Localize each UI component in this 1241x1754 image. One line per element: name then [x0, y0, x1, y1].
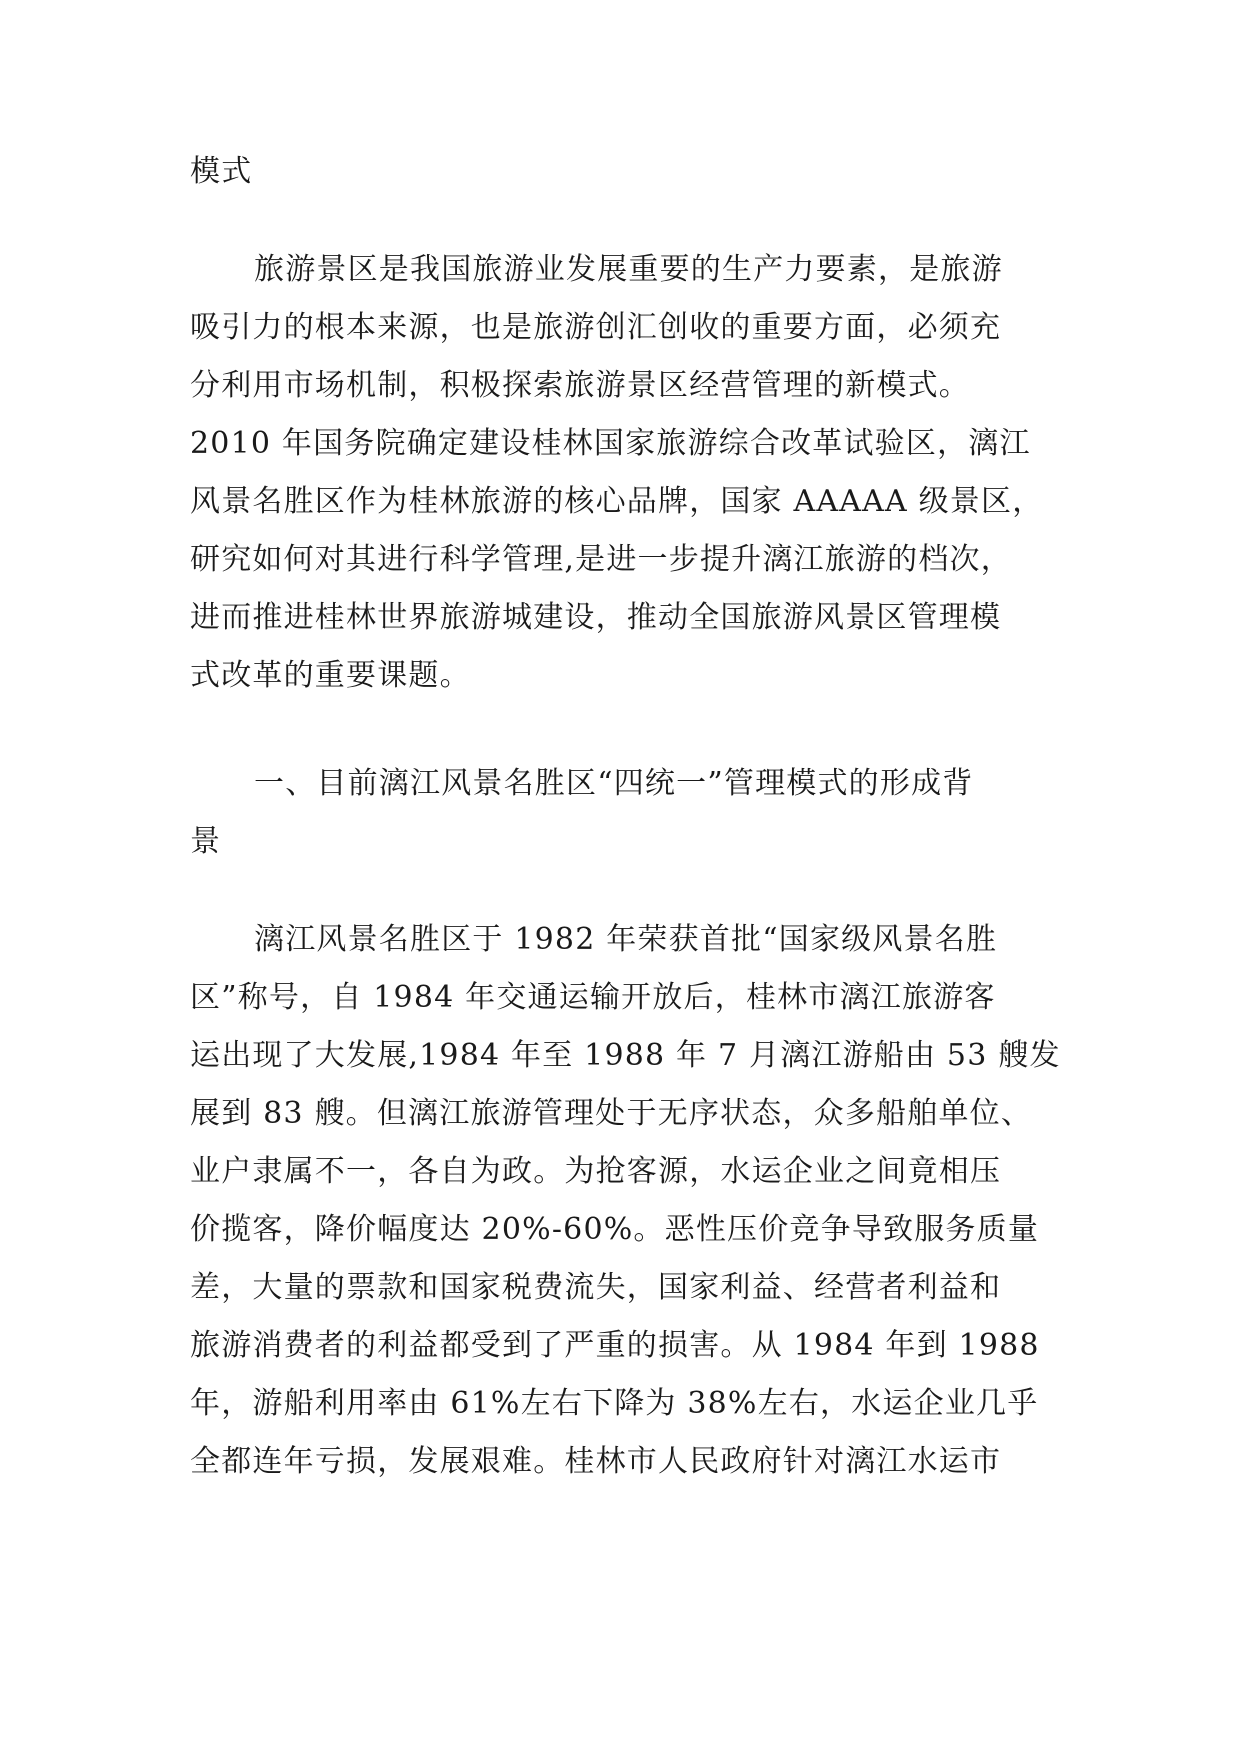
- paragraph-intro-line: 风景名胜区作为桂林旅游的核心品牌，国家 AAAAA 级景区，: [190, 484, 1044, 519]
- section-heading-line: 景: [190, 824, 222, 859]
- paragraph-body-line: 业户隶属不一，各自为政。为抢客源，水运企业之间竟相压: [190, 1154, 1002, 1189]
- paragraph-body-line: 漓江风景名胜区于 1982 年荣获首批“国家级风景名胜: [254, 922, 998, 957]
- paragraph-body-line: 全都连年亏损，发展艰难。桂林市人民政府针对漓江水运市: [190, 1444, 1002, 1479]
- paragraph-intro-line: 进而推进桂林世界旅游城建设，推动全国旅游风景区管理模: [190, 600, 1002, 635]
- section-heading-line: 一、目前漓江风景名胜区“四统一”管理模式的形成背: [254, 766, 974, 801]
- paragraph-intro-line: 2010 年国务院确定建设桂林国家旅游综合改革试验区，漓江: [190, 426, 1031, 461]
- paragraph-intro-line: 吸引力的根本来源，也是旅游创汇创收的重要方面，必须充: [190, 310, 1002, 345]
- paragraph-body-line: 差，大量的票款和国家税费流失，国家利益、经营者利益和: [190, 1270, 1002, 1305]
- paragraph-body-line: 旅游消费者的利益都受到了严重的损害。从 1984 年到 1988: [190, 1328, 1040, 1363]
- paragraph-intro-line: 研究如何对其进行科学管理,是进一步提升漓江旅游的档次，: [190, 542, 1012, 577]
- paragraph-body-line: 年，游船利用率由 61%左右下降为 38%左右，水运企业几乎: [190, 1386, 1039, 1421]
- paragraph-body-line: 价揽客，降价幅度达 20%-60%。恶性压价竞争导致服务质量: [190, 1212, 1040, 1247]
- paragraph-body-line: 运出现了大发展,1984 年至 1988 年 7 月漓江游船由 53 艘发: [190, 1038, 1061, 1073]
- paragraph-body-line: 区”称号，自 1984 年交通运输开放后，桂林市漓江旅游客: [190, 980, 996, 1015]
- paragraph-intro-line: 分利用市场机制，积极探索旅游景区经营管理的新模式。: [190, 368, 970, 403]
- text-line: 模式: [190, 154, 253, 189]
- paragraph-body-line: 展到 83 艘。但漓江旅游管理处于无序状态，众多船舶单位、: [190, 1096, 1033, 1131]
- paragraph-intro-line: 式改革的重要课题。: [190, 658, 471, 693]
- paragraph-intro-line: 旅游景区是我国旅游业发展重要的生产力要素，是旅游: [254, 252, 1003, 287]
